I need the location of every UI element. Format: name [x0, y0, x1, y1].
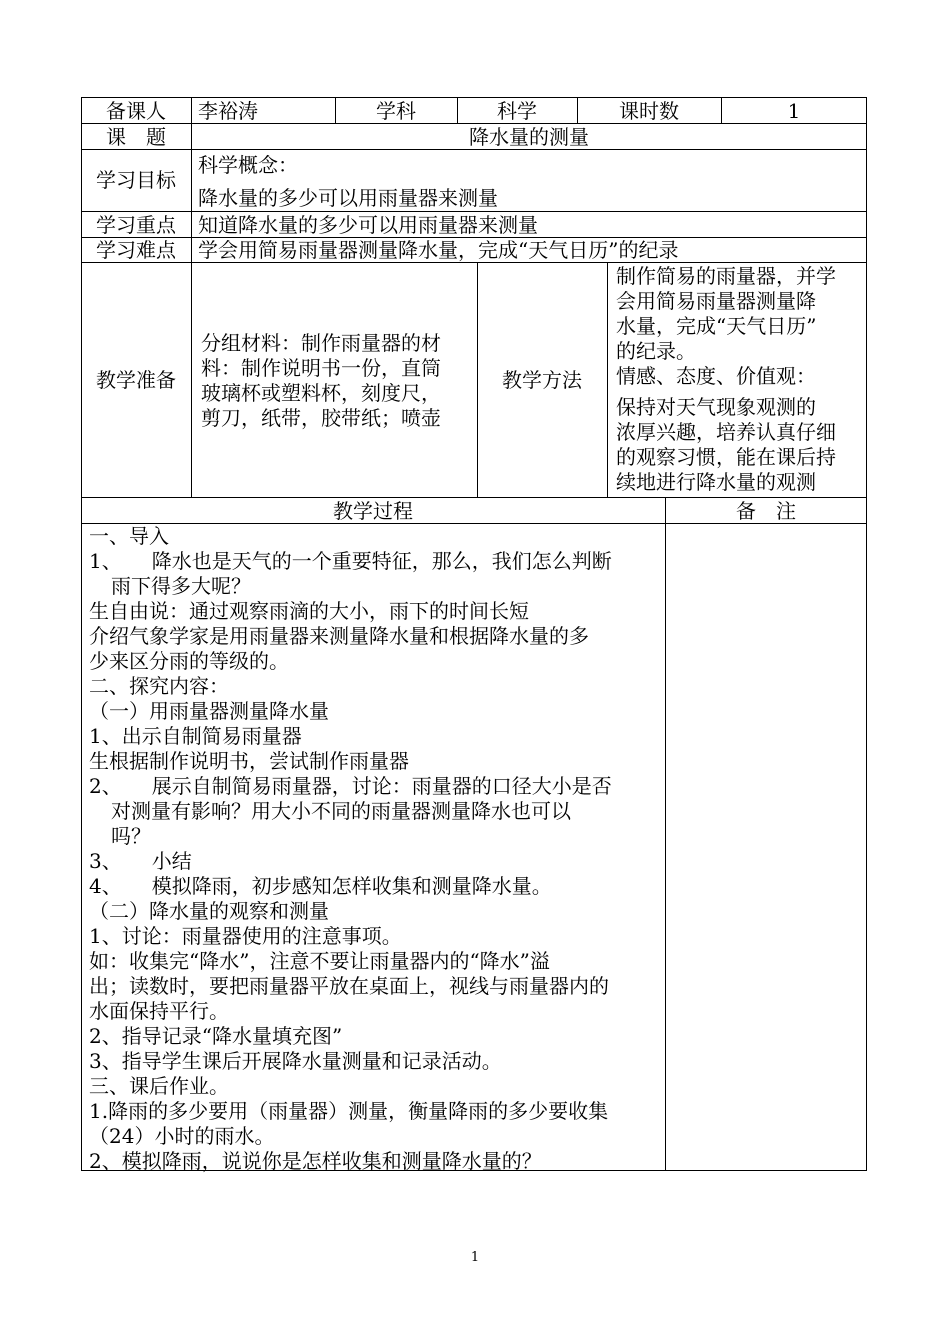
method-line: 制作简易的雨量器，并学 — [616, 264, 836, 288]
method-line: 保持对天气现象观测的 — [616, 395, 816, 419]
prep-text — [201, 331, 441, 431]
method-line: 续地进行降水量的观测 — [616, 470, 816, 494]
prep-line: 料：制作说明书一份，直筒 — [201, 356, 441, 380]
process-line: 生自由说：通过观察雨滴的大小，雨下的时间长短 — [89, 599, 529, 623]
row-divider — [81, 123, 867, 124]
col-divider — [191, 97, 192, 497]
prep-label: 教学准备 — [96, 368, 176, 392]
topic-label: 课 题 — [106, 125, 166, 149]
difficulty-label: 学习难点 — [96, 238, 176, 262]
notes-label: 备 注 — [736, 499, 796, 523]
prep-line: 分组材料：制作雨量器的材 — [201, 331, 441, 355]
process-line: 生根据制作说明书，尝试制作雨量器 — [89, 749, 409, 773]
row-divider — [81, 211, 867, 212]
process-line: （24）小时的雨水。 — [89, 1124, 275, 1148]
subject-label: 学科 — [376, 99, 416, 123]
method-line: 的观察习惯，能在课后持 — [616, 445, 836, 469]
process-line: 1、讨论：雨量器使用的注意事项。 — [89, 924, 402, 948]
process-label: 教学过程 — [333, 499, 413, 523]
hours-value: 1 — [787, 99, 801, 123]
teacher-name: 李裕涛 — [198, 99, 258, 123]
process-line: 1.降雨的多少要用（雨量器）测量，衡量降雨的多少要收集 — [89, 1099, 609, 1123]
goals-line-2: 降水量的多少可以用雨量器来测量 — [198, 186, 498, 210]
goals-line-1: 科学概念： — [198, 153, 298, 177]
process-line: 介绍气象学家是用雨量器来测量降水量和根据降水量的多 — [89, 624, 589, 648]
teacher-label: 备课人 — [106, 99, 166, 123]
method-text — [616, 264, 836, 495]
process-line: 吗？ — [111, 824, 151, 848]
process-line: 一、导入 — [89, 524, 169, 548]
goals-label: 学习目标 — [96, 168, 176, 192]
process-line: 如：收集完“降水”，注意不要让雨量器内的“降水”溢 — [89, 949, 550, 973]
col-divider — [607, 262, 608, 497]
process-line: （二）降水量的观察和测量 — [89, 899, 329, 923]
prep-line: 剪刀，纸带，胶带纸；喷壶 — [201, 406, 441, 430]
method-line: 水量，完成“天气日历” — [616, 314, 817, 338]
process-line: 2、 展示自制简易雨量器，讨论：雨量器的口径大小是否 — [89, 774, 612, 798]
col-divider — [665, 497, 666, 1171]
process-line: 雨下得多大呢？ — [111, 574, 251, 598]
process-line: 三、课后作业。 — [89, 1074, 229, 1098]
process-line: 少来区分雨的等级的。 — [89, 649, 289, 673]
process-line: 出；读数时，要把雨量器平放在桌面上，视线与雨量器内的 — [89, 974, 609, 998]
method-label: 教学方法 — [502, 368, 582, 392]
method-line: 浓厚兴趣，培养认真仔细 — [616, 420, 836, 444]
key-point-value: 知道降水量的多少可以用雨量器来测量 — [198, 213, 538, 237]
process-body — [89, 524, 612, 1174]
method-line: 情感、态度、价值观： — [616, 364, 816, 388]
method-line: 的纪录。 — [616, 339, 696, 363]
process-line: 3、 小结 — [89, 849, 192, 873]
row-divider — [81, 497, 867, 498]
process-line: 2、指导记录“降水量填充图” — [89, 1024, 343, 1048]
topic-value: 降水量的测量 — [469, 125, 589, 149]
process-line: 3、指导学生课后开展降水量测量和记录活动。 — [89, 1049, 502, 1073]
subject-value: 科学 — [497, 99, 537, 123]
process-line: 二、探究内容： — [89, 674, 229, 698]
page-number: 1 — [470, 1250, 480, 1265]
prep-line: 玻璃杯或塑料杯，刻度尺， — [201, 381, 441, 405]
process-line: （一）用雨量器测量降水量 — [89, 699, 329, 723]
process-line: 1、出示自制简易雨量器 — [89, 724, 302, 748]
row-divider — [81, 149, 867, 150]
process-line: 4、 模拟降雨，初步感知怎样收集和测量降水量。 — [89, 874, 552, 898]
process-line: 水面保持平行。 — [89, 999, 229, 1023]
process-line: 对测量有影响？用大小不同的雨量器测量降水也可以 — [111, 799, 571, 823]
hours-label: 课时数 — [619, 99, 679, 123]
key-point-label: 学习重点 — [96, 213, 176, 237]
process-line: 1、 降水也是天气的一个重要特征，那么，我们怎么判断 — [89, 549, 612, 573]
difficulty-value: 学会用简易雨量器测量降水量，完成“天气日历”的纪录 — [198, 238, 679, 262]
method-line: 会用简易雨量器测量降 — [616, 289, 816, 313]
row-divider — [81, 262, 867, 263]
process-line: 2、模拟降雨，说说你是怎样收集和测量降水量的？ — [89, 1149, 542, 1173]
